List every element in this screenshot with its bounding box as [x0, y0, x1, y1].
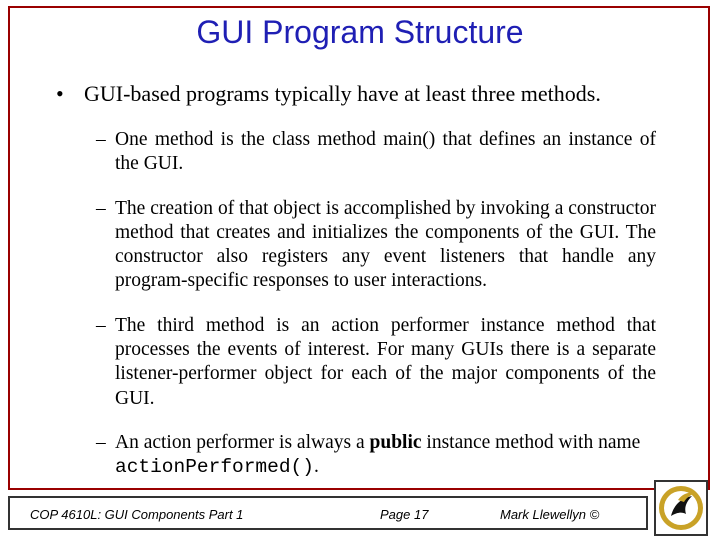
ucf-pegasus-logo-icon — [654, 480, 708, 536]
sub-bullet-2-text: The creation of that object is accomplished by invoking a constructor method that creates and initializes the components of the GUI. The constructor also registers any event listeners that handle any program-specific responses to user interactions. — [115, 197, 656, 292]
method-name-code: actionPerformed() — [115, 456, 314, 479]
dash-icon: – — [96, 431, 106, 453]
sub-bullet-4 — [96, 431, 656, 480]
footer-page-number: Page 17 — [380, 507, 429, 522]
footer-author: Mark Llewellyn © — [500, 507, 600, 522]
sub-bullet-4-mid: instance method with name — [421, 431, 641, 453]
sub-bullet-4-pre: An action performer is always a — [115, 431, 370, 453]
sub-bullet-1 — [96, 128, 656, 177]
sub-bullet-2 — [96, 197, 656, 294]
main-bullet-text: GUI-based programs typically have at least three methods. — [84, 81, 601, 106]
bullet-icon: • — [56, 81, 64, 106]
public-keyword: public — [369, 431, 422, 453]
sub-bullet-3-text: The third method is an action performer instance method that processes the events of interest. For many GUIs there is a separate listener-performer object for each of the major components of the GUI. — [115, 314, 656, 409]
sub-bullet-3 — [96, 314, 656, 411]
slide-title: GUI Program Structure — [196, 14, 524, 50]
main-bullet — [56, 80, 656, 108]
dash-icon: – — [96, 314, 106, 336]
slide-footer — [8, 496, 648, 530]
sub-bullet-1-text: One method is the class method main() that defines an instance of the GUI. — [115, 129, 656, 175]
dash-icon: – — [96, 197, 106, 219]
dash-icon: – — [96, 129, 106, 150]
slide-body — [56, 80, 656, 480]
footer-course: COP 4610L: GUI Components Part 1 — [30, 507, 244, 522]
sub-bullet-4-post: . — [313, 456, 319, 478]
